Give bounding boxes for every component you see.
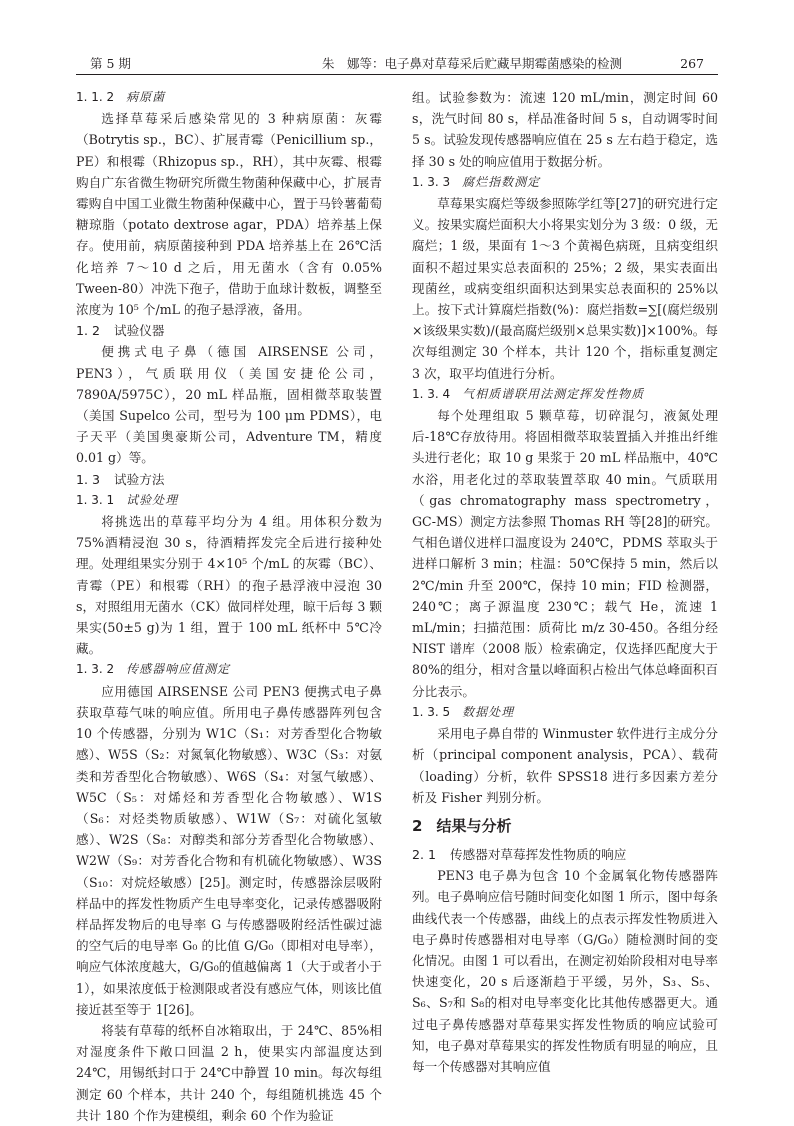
heading-title: 试验仪器	[114, 323, 165, 339]
subsubsection-heading	[76, 87, 382, 108]
page-number: 267	[680, 56, 704, 71]
heading-number: 1. 3	[76, 471, 101, 487]
heading-title: 结果与分析	[436, 816, 512, 835]
paragraph: 将装有草莓的纸杯自冰箱取出，于 24℃、85%相对湿度条件下敞口回温 2 h，使果实内部温度达到 24℃，用锡纸封口于 24℃中静置 10 min。每次每组测定 60 个样本，共计 240 个，每组随机挑选 45 个共计 180 个作为建模组，剩余 60 个作为验证	[76, 1022, 382, 1123]
subsubsection-heading	[412, 384, 718, 405]
paragraph: 每个处理组取 5 颗草莓，切碎混匀，液氮处理后-18℃存放待用。将固相微萃取装置插入并推出纤维头进行老化；取 10 g 果浆于 20 mL 样品瓶中，40℃水浴，用老化过的萃取装置萃取 40 min。气质联用（gas chromatography mass spectrometry，GC-MS）测定方法参照 Thomas RH 等[28]的研究。气相色谱仪进样口温度设为 240℃，PDMS 萃取头于进样口解析 3 min；柱温：50℃保持 5 min，然后以 2℃/min 升至 200℃，保持 10 min；FID 检测器，240℃；离子源温度 230℃；载气 He，流速 1 mL/min；扫描范围：质荷比 m/z 30-450。各组分经 NIST 谱库（2008 版）检索确定，仅选择匹配度大于 80%的组分，相对含量以峰面积占检出气体总峰面积百分比表示。	[412, 408, 718, 699]
heading-title: 传感器响应值测定	[126, 662, 231, 677]
left-column	[76, 87, 382, 1126]
right-column	[412, 87, 718, 1077]
subsection-heading	[76, 469, 382, 490]
paragraph: 将挑选出的草莓平均分为 4 组。用体积分数为 75%酒精浸泡 30 s，待酒精挥发完全后进行接种处理。处理组果实分别于 4×10⁵ 个/mL 的灰霉（BC）、青霉（PE）和根霉（RH）的孢子悬浮液中浸泡 30 s，对照组用无菌水（CK）做同样处理，晾干后每 3 颗果实(50±5 g)为 1 组，置于 100 mL 纸杯中 5℃冷藏。	[76, 514, 382, 657]
subsubsection-heading	[412, 172, 718, 193]
heading-title: 气相质谱联用法测定挥发性物质	[462, 386, 645, 401]
heading-number: 1. 3. 4	[412, 386, 451, 401]
heading-number: 1. 3. 2	[76, 662, 115, 677]
heading-title: 腐烂指数测定	[462, 174, 541, 189]
heading-number: 2. 1	[412, 846, 437, 862]
paragraph: 便携式电子鼻（德国 AIRSENSE 公司，PEN3），气质联用仪（美国安捷伦公司，7890A/5975C），20 mL 样品瓶，固相微萃取装置（美国 Supelco 公司，型号为 100 μm PDMS），电子天平（美国奥豪斯公司，Adventure TM，精度 0.01 g）等。	[76, 344, 382, 466]
section-heading	[412, 814, 718, 838]
heading-title: 病原菌	[126, 90, 166, 104]
running-header	[76, 52, 718, 72]
heading-number: 1. 3. 1	[76, 492, 115, 507]
heading-title: 试验方法	[114, 471, 165, 487]
paragraph: 采用电子鼻自带的 Winmuster 软件进行主成分分析（principal component analysis，PCA）、载荷（loading）分析，软件 SPSS18 进行多因素方差分析及 Fisher 判别分析。	[412, 726, 718, 805]
heading-number: 1. 1. 2	[76, 90, 115, 104]
subsubsection-heading	[412, 702, 718, 723]
header-rule	[76, 74, 718, 75]
issue-label: 第 5 期	[90, 56, 131, 71]
paragraph: 选择草莓采后感染常见的 3 种病原菌：灰霉（Botrytis sp.，BC）、扩展青霉（Penicillium sp.，PE）和根霉（Rhizopus sp.，RH），其中灰霉、根霉购自广东省微生物研究所微生物菌种保藏中心，扩展青霉购自中国工业微生物菌种保藏中心，置于马铃薯葡萄糖琼脂（potato dextrose agar，PDA）培养基上保存。使用前，病原菌接种到 PDA 培养基上在 26℃活化培养 7～10 d 之后，用无菌水（含有 0.05% Tween-80）冲洗下孢子，借助于血球计数板，调整至浓度为 10⁵ 个/mL 的孢子悬浮液，备用。	[76, 111, 382, 318]
subsubsection-heading	[76, 659, 382, 680]
subsection-heading	[412, 844, 718, 865]
heading-number: 2	[412, 816, 423, 835]
heading-number: 1. 2	[76, 323, 101, 339]
paragraph: 草莓果实腐烂等级参照陈学红等[27]的研究进行定义。按果实腐烂面积大小将果实划分为 3 级：0 级，无腐烂；1 级，果面有 1～3 个黄褐色病斑，且病变组织面积不超过果实总表面积的 25%；2 级，果实表面出现菌丝，或病变组织面积达到果实总表面积的 25%以上。按下式计算腐烂指数(%)：腐烂指数=∑[(腐烂级别×该级果实数)/(最高腐烂级别×总果实数)]×100%。每次每组测定 30 个样本，共计 120 个，指标重复测定 3 次，取平均值进行分析。	[412, 196, 718, 381]
heading-title: 传感器对草莓挥发性物质的响应	[450, 846, 627, 862]
subsubsection-heading	[76, 490, 382, 511]
running-title: 朱 娜等：电子鼻对草莓采后贮藏早期霉菌感染的检测	[322, 56, 623, 71]
heading-title: 试验处理	[126, 492, 179, 507]
heading-title: 数据处理	[462, 704, 515, 719]
paragraph: 组。试验参数为：流速 120 mL/min，测定时间 60 s，洗气时间 80 s，样品准备时间 5 s，自动调零时间 5 s。试验发现传感器响应值在 25 s 左右趋于稳定，选择 30 s 处的响应值用于数据分析。	[412, 90, 718, 169]
subsection-heading	[76, 320, 382, 341]
heading-number: 1. 3. 3	[412, 174, 451, 189]
heading-number: 1. 3. 5	[412, 704, 451, 719]
paragraph: 应用德国 AIRSENSE 公司 PEN3 便携式电子鼻获取草莓气味的响应值。所用电子鼻传感器阵列包含 10 个传感器，分别为 W1C（S₁：对芳香型化合物敏感）、W5S（S₂：对氮氧化物敏感）、W3C（S₃：对氨类和芳香型化合物敏感）、W6S（S₄：对氢气敏感）、W5C（S₅：对烯烃和芳香型化合物敏感）、W1S（S₆：对烃类物质敏感）、W1W（S₇：对硫化氢敏感）、W2S（S₈：对醇类和部分芳香型化合物敏感）、W2W（S₉：对芳香化合物和有机硫化物敏感）、W3S（S₁₀：对烷烃敏感）[25]。测定时，传感器涂层吸附样品中的挥发性物质产生电导率变化，记录传感器吸附样品挥发物后的电导率 G 与传感器吸附经活性碳过滤的空气后的电导率 G₀ 的比值 G/G₀（即相对电导率），响应气体浓度越大，G/G₀的值越偏离 1（大于或者小于 1），如果浓度低于检测限或者没有感应气体，则该比值接近甚至等于 1[26]。	[76, 683, 382, 1017]
paragraph: PEN3 电子鼻为包含 10 个金属氧化物传感器阵列。电子鼻响应信号随时间变化如图 1 所示，图中每条曲线代表一个传感器，曲线上的点表示挥发性物质进入电子鼻时传感器相对电导率（G/G₀）随检测时间的变化情况。由图 1 可以看出，在测定初始阶段相对电导率快速变化，20 s 后逐渐趋于平缓，另外，S₃、S₅、S₆、S₇和 S₈的相对电导率变化比其他传感器更大。通过电子鼻传感器对草莓果实挥发性物质的响应试验可知，电子鼻对草莓果实的挥发性物质有明显的响应，且每一个传感器对其响应值	[412, 868, 718, 1074]
